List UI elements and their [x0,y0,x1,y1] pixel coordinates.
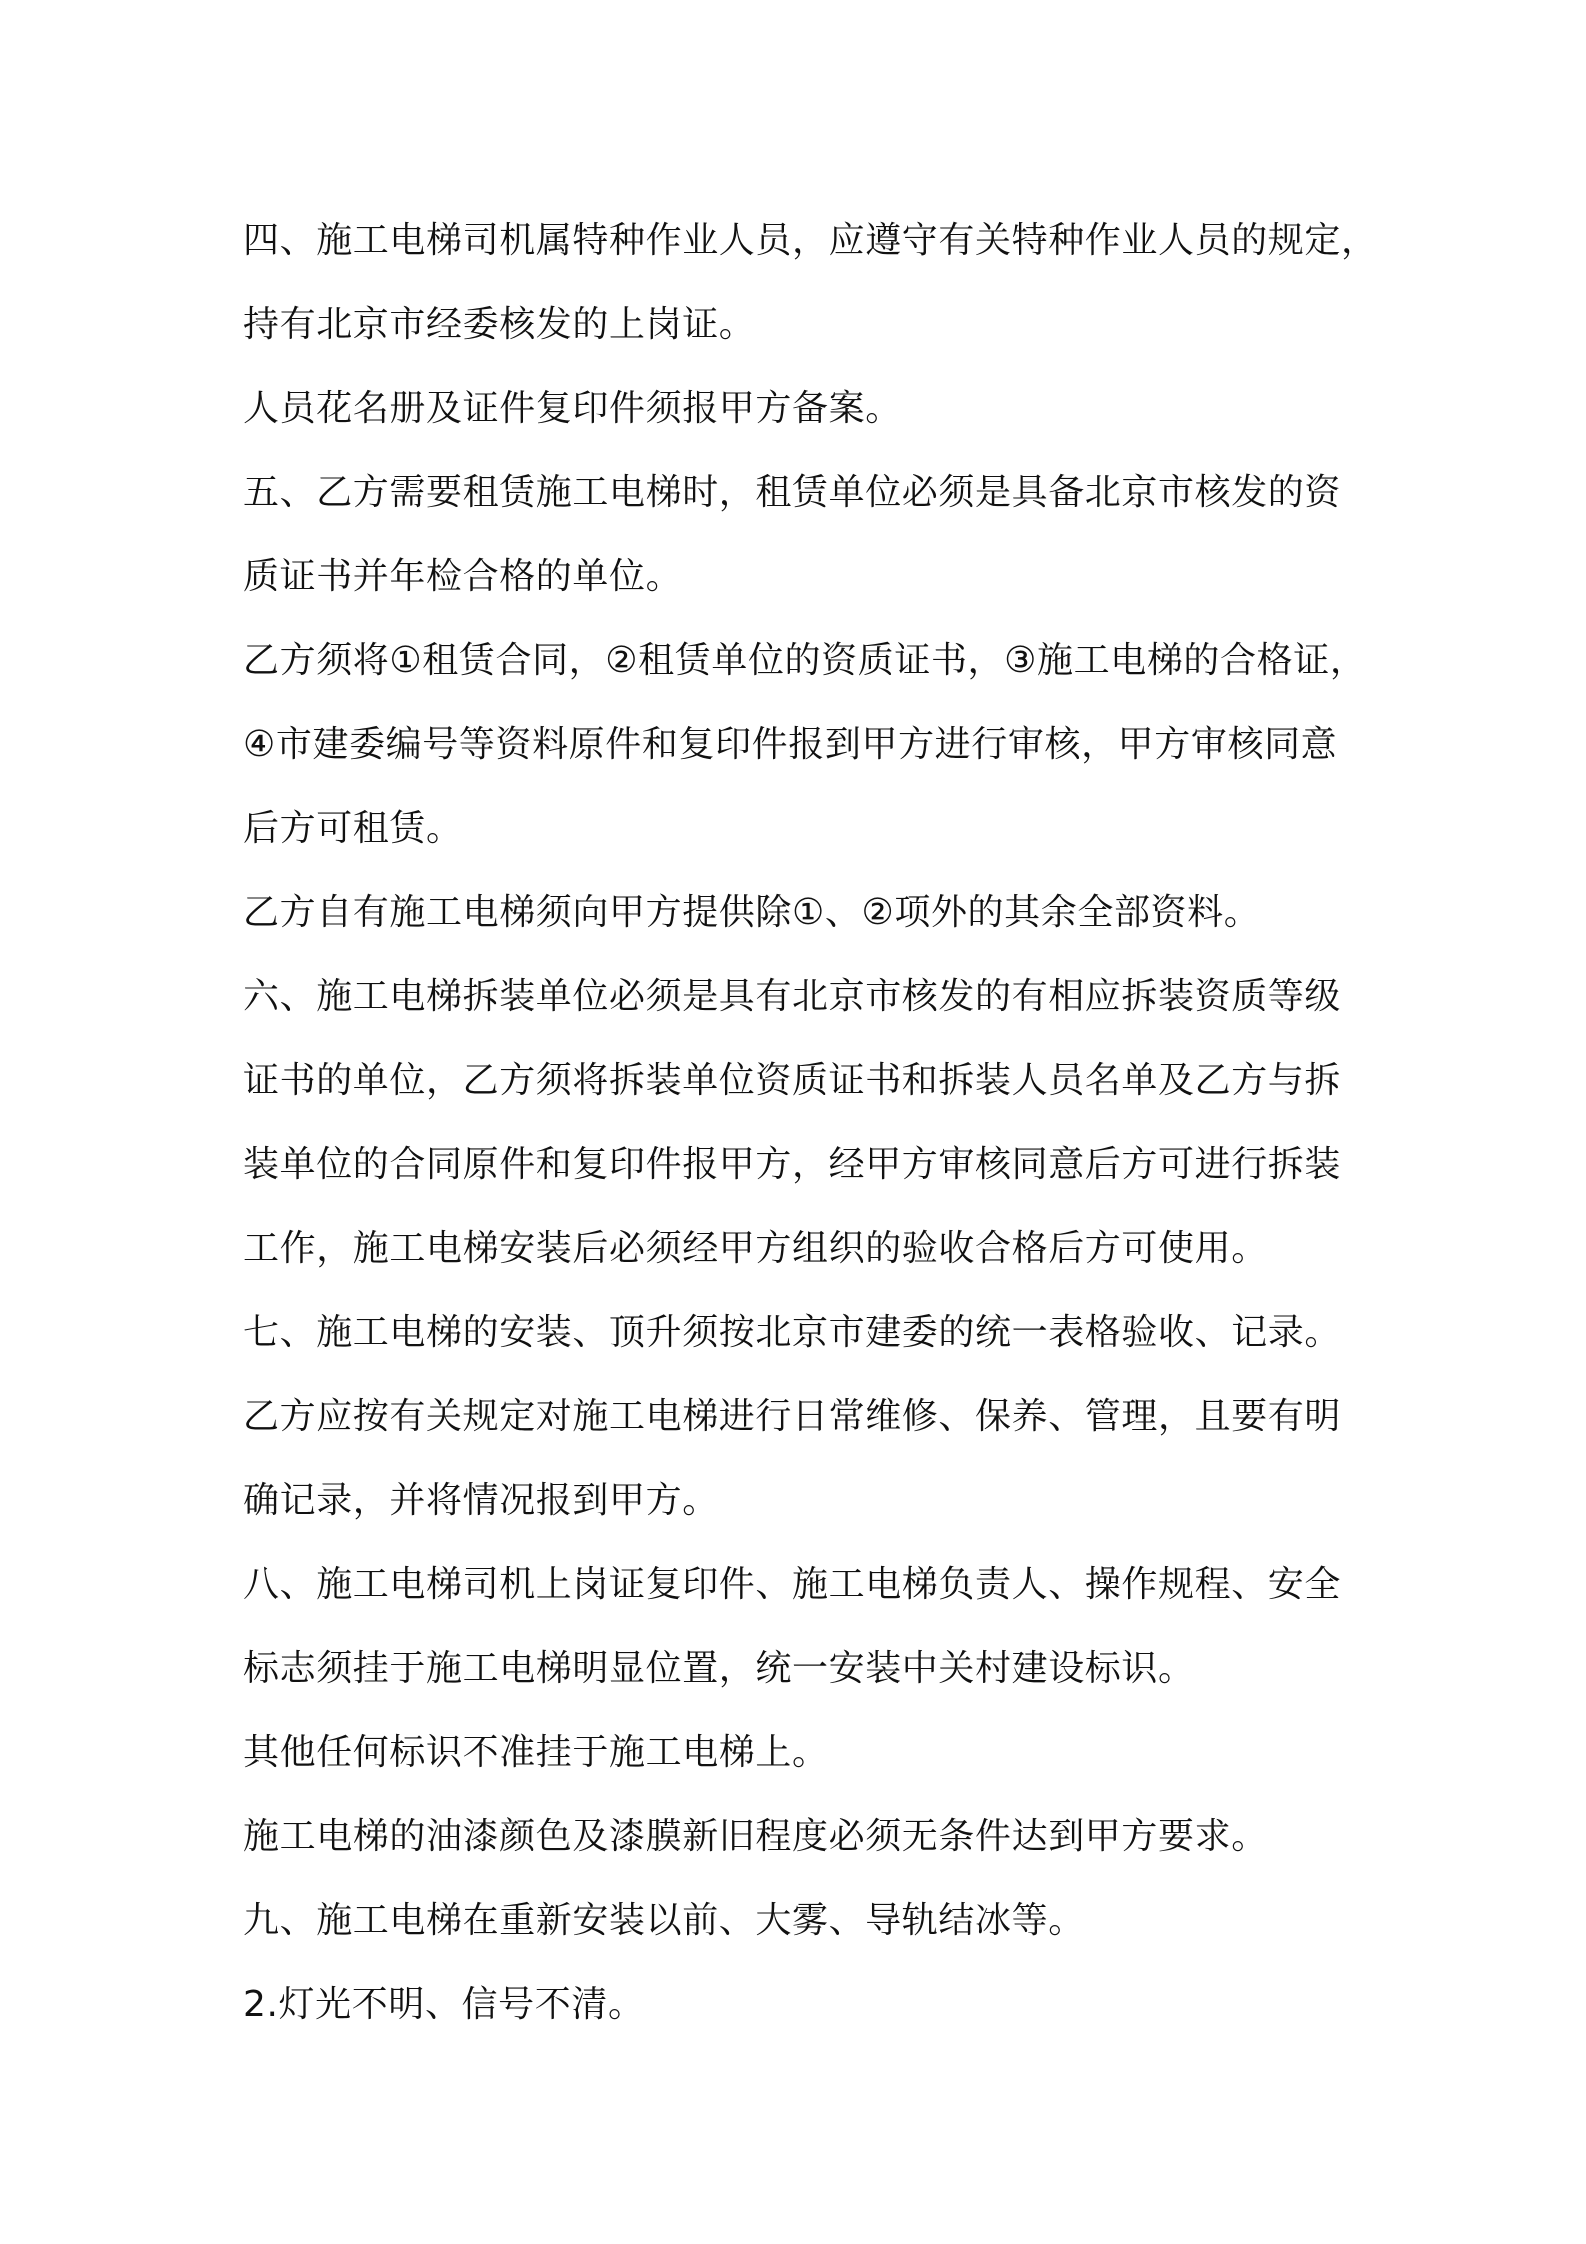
text-line: 八、施工电梯司机上岗证复印件、施工电梯负责人、操作规程、安全 [243,1564,1342,1605]
text-line: 乙方须将①租赁合同，②租赁单位的资质证书，③施工电梯的合格证， [243,640,1367,681]
text-line: 质证书并年检合格的单位。 [243,556,683,597]
text-line: 标志须挂于施工电梯明显位置，统一安装中关村建设标识。 [243,1648,1195,1689]
text-line: 五、乙方需要租赁施工电梯时，租赁单位必须是具备北京市核发的资 [243,472,1342,513]
text-line: 工作，施工电梯安装后必须经甲方组织的验收合格后方可使用。 [243,1228,1268,1269]
text-line: 六、施工电梯拆装单位必须是具有北京市核发的有相应拆装资质等级 [243,976,1342,1017]
text-line: 乙方应按有关规定对施工电梯进行日常维修、保养、管理，且要有明 [243,1396,1342,1437]
text-line: 证书的单位，乙方须将拆装单位资质证书和拆装人员名单及乙方与拆 [243,1060,1342,1101]
text-line: 其他任何标识不准挂于施工电梯上。 [243,1732,829,1773]
text-line: 确记录，并将情况报到甲方。 [243,1480,719,1521]
text-line: 四、施工电梯司机属特种作业人员，应遵守有关特种作业人员的规定， [243,220,1378,261]
text-line: 九、施工电梯在重新安装以前、大雾、导轨结冰等。 [243,1900,1085,1941]
text-line: 2.灯光不明、信号不清。 [243,1984,645,2025]
text-line: 七、施工电梯的安装、顶升须按北京市建委的统一表格验收、记录。 [243,1312,1342,1353]
text-line: 后方可租赁。 [243,808,463,849]
text-line: 施工电梯的油漆颜色及漆膜新旧程度必须无条件达到甲方要求。 [243,1816,1268,1857]
text-line: ④市建委编号等资料原件和复印件报到甲方进行审核，甲方审核同意 [243,724,1338,765]
text-line: 持有北京市经委核发的上岗证。 [243,304,756,345]
document-body [243,199,1378,2047]
text-line: 乙方自有施工电梯须向甲方提供除①、②项外的其余全部资料。 [243,892,1261,933]
text-line: 人员花名册及证件复印件须报甲方备案。 [243,388,902,429]
text-line: 装单位的合同原件和复印件报甲方，经甲方审核同意后方可进行拆装 [243,1144,1342,1185]
